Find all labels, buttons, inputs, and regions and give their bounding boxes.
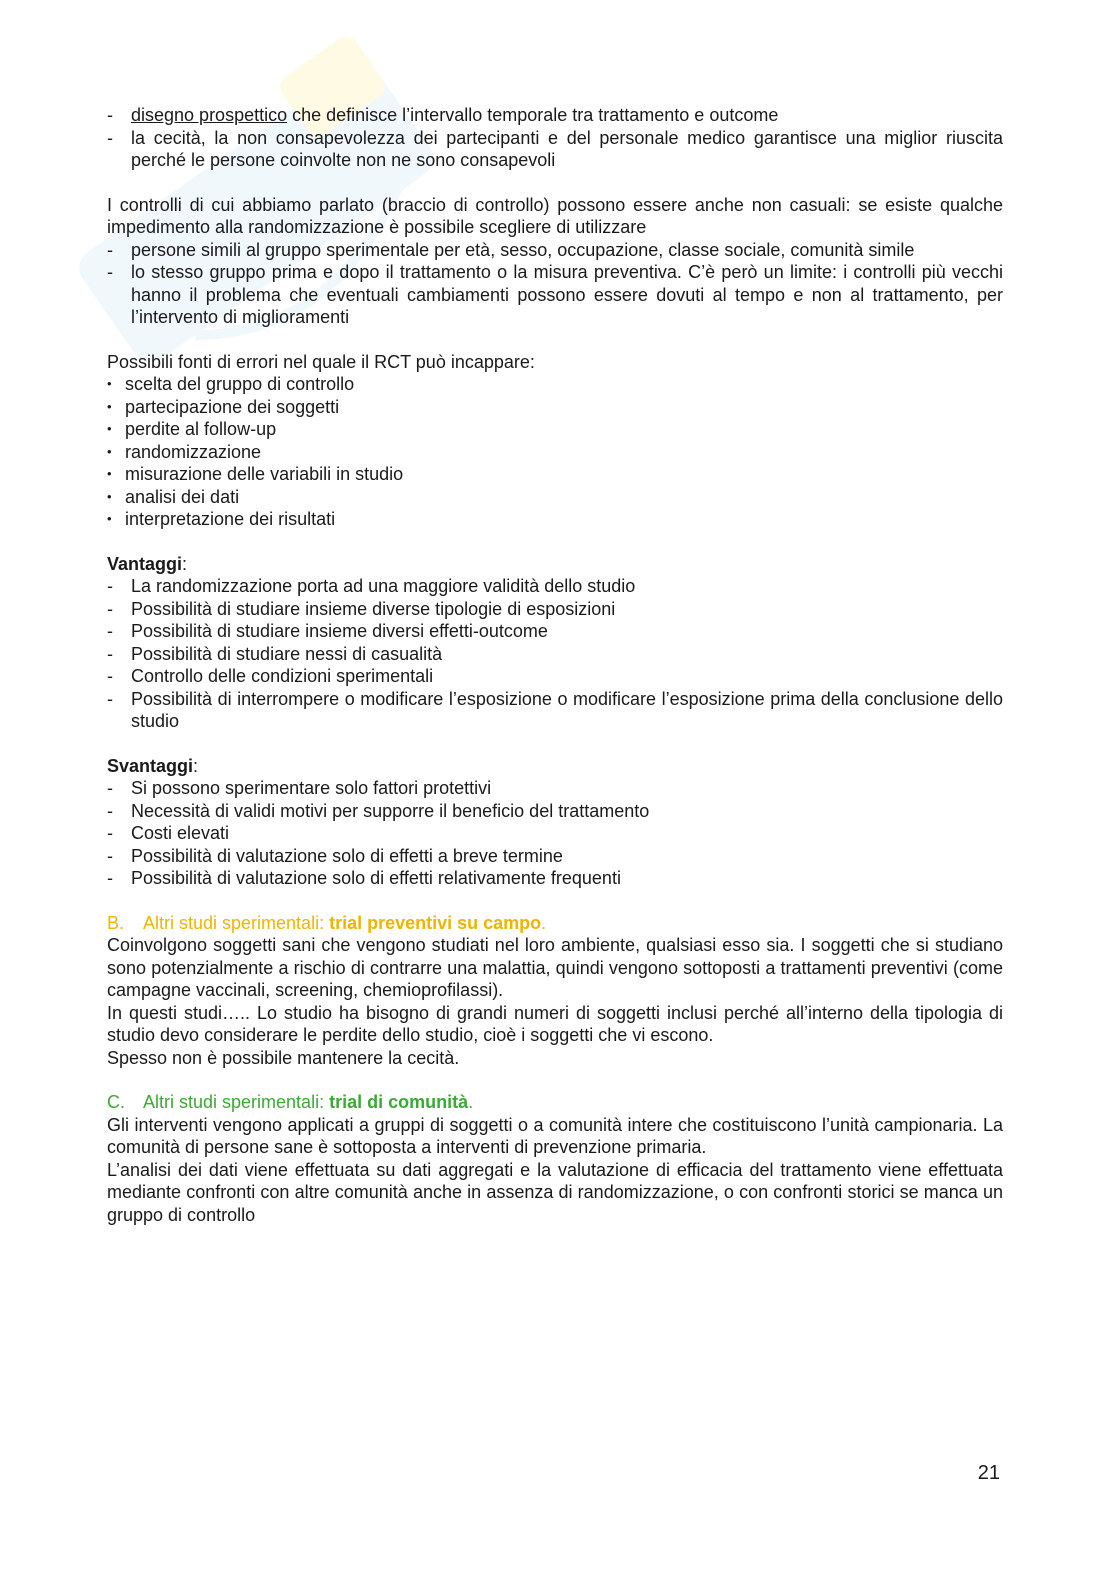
- list-item: - Possibilità di valutazione solo di effetti a breve termine: [107, 845, 1003, 868]
- list-item: - disegno prospettico che definisce l’intervallo temporale tra trattamento e outcome: [107, 104, 1003, 127]
- section-c-paragraph: L’analisi dei dati viene effettuata su dati aggregati e la valutazione di efficacia del trattamento viene effettuata mediante confronti con altre comunità anche in assenza di randomizzazione, o con confronti storici se manca un gruppo di controllo: [107, 1159, 1003, 1225]
- vantaggi-heading: Vantaggi:: [107, 553, 188, 574]
- document-page: [107, 104, 1003, 1226]
- bullet-item: • scelta del gruppo di controllo: [107, 373, 1003, 396]
- list-item: - Controllo delle condizioni sperimentali: [107, 665, 1003, 688]
- controls-list: [107, 239, 1003, 329]
- list-item: - Possibilità di studiare insieme diversi effetti-outcome: [107, 620, 1003, 643]
- list-item: - Possibilità di studiare insieme diverse tipologie di esposizioni: [107, 598, 1003, 621]
- page-number: 21: [977, 1462, 1000, 1484]
- bullet-item: • analisi dei dati: [107, 486, 1003, 509]
- section-c-heading: C. Altri studi sperimentali: trial di comunità.: [107, 1092, 474, 1112]
- list-item: - persone simili al gruppo sperimentale per età, sesso, occupazione, classe sociale, comunità simile: [107, 239, 1003, 262]
- underlined-term: disegno prospettico: [131, 105, 288, 125]
- list-item: - Costi elevati: [107, 822, 1003, 845]
- bullet-item: • interpretazione dei risultati: [107, 508, 1003, 531]
- list-item: - la cecità, la non consapevolezza dei partecipanti e del personale medico garantisce una miglior riuscita perché le persone coinvolte non ne sono consapevoli: [107, 127, 1003, 172]
- list-item: - La randomizzazione porta ad una maggiore validità dello studio: [107, 575, 1003, 598]
- section-b-paragraph: Coinvolgono soggetti sani che vengono studiati nel loro ambiente, qualsiasi esso sia. I soggetti che si studiano sono potenzialmente a rischio di contrarre una malattia, quindi vengono sottoposti a trattamenti preventivi (come campagne vaccinali, screening, chemioprofilassi).: [107, 935, 1003, 1000]
- list-item: - Possibilità di valutazione solo di effetti relativamente frequenti: [107, 867, 1003, 890]
- criteria-list: [107, 104, 1003, 172]
- bullet-item: • misurazione delle variabili in studio: [107, 463, 1003, 486]
- list-item: - Si possono sperimentare solo fattori protettivi: [107, 777, 1003, 800]
- bullet-item: • randomizzazione: [107, 441, 1003, 464]
- errors-bullet-list: [107, 373, 1003, 531]
- section-b-paragraph: Spesso non è possibile mantenere la cecità.: [107, 1047, 460, 1068]
- svantaggi-list: [107, 777, 1003, 890]
- vantaggi-list: [107, 575, 1003, 733]
- list-item: - Necessità di validi motivi per supporre il beneficio del trattamento: [107, 800, 1003, 823]
- bullet-item: • partecipazione dei soggetti: [107, 396, 1003, 419]
- paragraph-controls: I controlli di cui abbiamo parlato (braccio di controllo) possono essere anche non casuali: se esiste qualche impedimento alla randomizzazione è possibile scegliere di utilizzare: [107, 194, 1003, 237]
- section-b-heading: B. Altri studi sperimentali: trial preventivi su campo.: [107, 912, 547, 933]
- list-item: - lo stesso gruppo prima e dopo il trattamento o la misura preventiva. C’è però un limite: i controlli più vecchi hanno il problema che eventuali cambiamenti possono essere dovuti al tempo e non al trattamento, per l’intervento di miglioramenti: [107, 261, 1003, 329]
- bullet-item: • perdite al follow-up: [107, 418, 1003, 441]
- list-item: - Possibilità di interrompere o modificare l’esposizione o modificare l’esposizione prima della conclusione dello studio: [107, 688, 1003, 733]
- list-item: - Possibilità di studiare nessi di casualità: [107, 643, 1003, 666]
- section-b-paragraph: In questi studi….. Lo studio ha bisogno di grandi numeri di soggetti inclusi perché all’interno della tipologia di studio devo considerare le perdite dello studio, cioè i soggetti che vi escono.: [107, 1002, 1003, 1045]
- section-c-paragraph: Gli interventi vengono applicati a gruppi di soggetti o a comunità intere che costituiscono l’unità campionaria. La comunità di persone sane è sottoposta a interventi di prevenzione primaria.: [107, 1114, 1003, 1157]
- paragraph-errors: Possibili fonti di errori nel quale il RCT può incappare:: [107, 351, 535, 372]
- svantaggi-heading: Svantaggi:: [107, 755, 199, 776]
